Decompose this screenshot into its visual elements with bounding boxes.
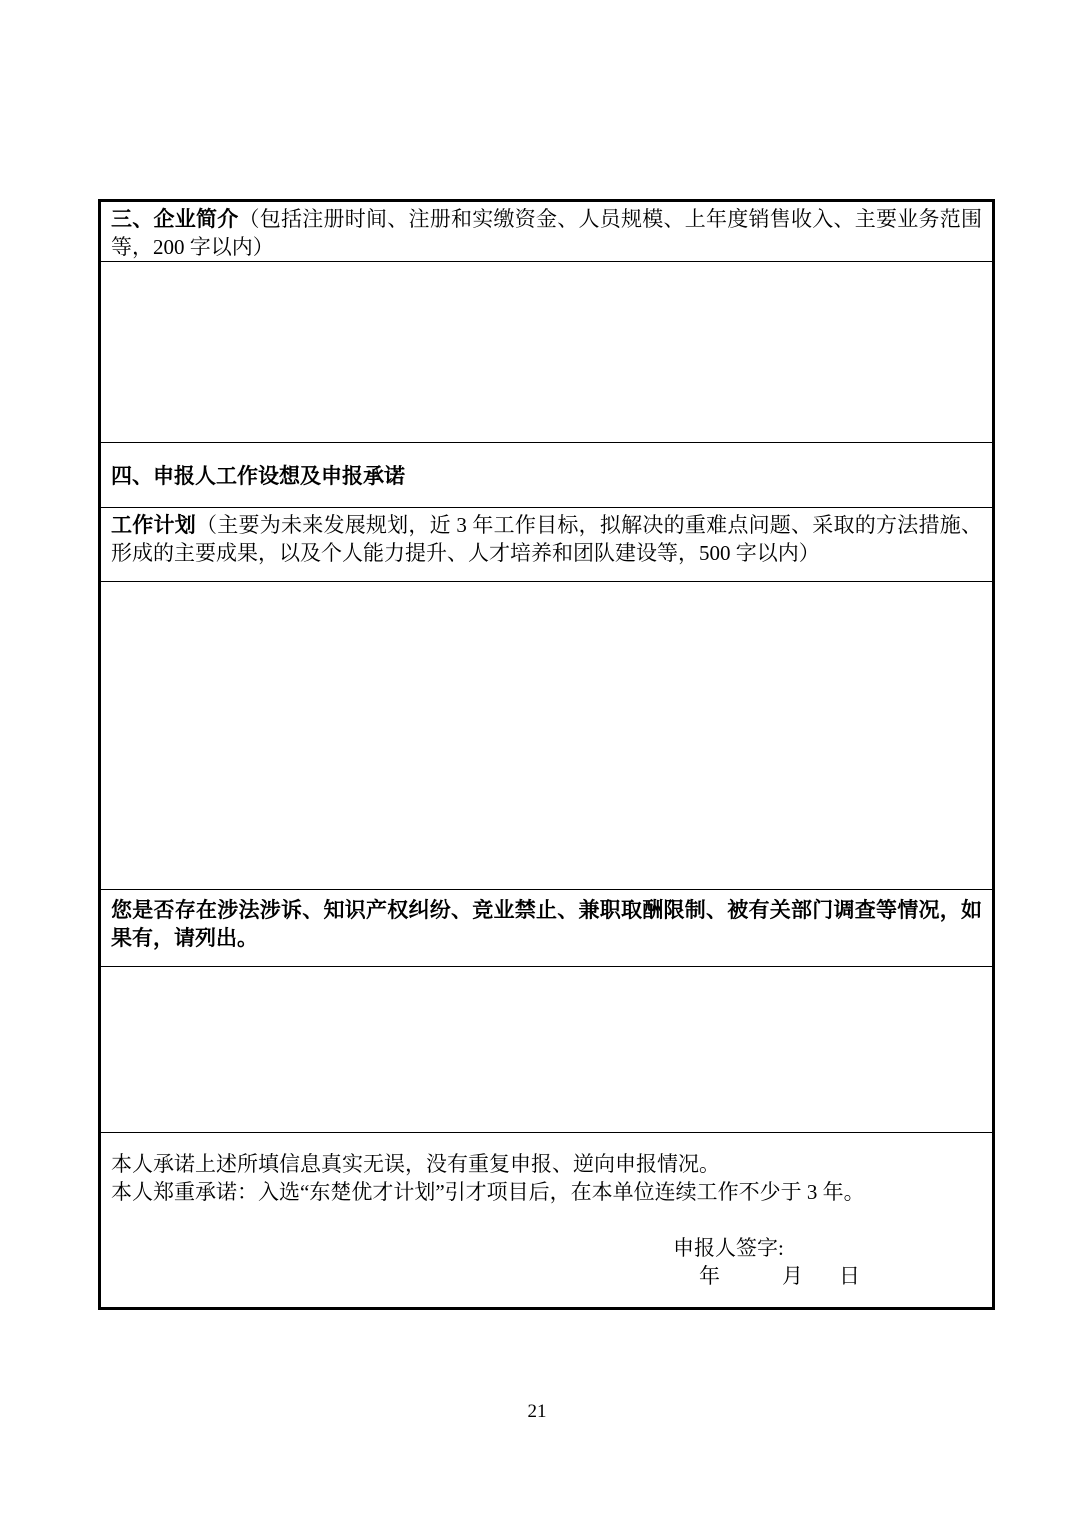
work-plan-hint: （主要为未来发展规划，近 3 年工作目标，拟解决的重难点问题、采取的方法措施、形成的主要成果，以及个人能力提升、人才培养和团队建设等，500 字以内） (111, 513, 983, 565)
company-intro-title: 三、企业简介 (111, 207, 239, 231)
application-form-table (98, 199, 995, 1310)
legal-issues-input[interactable] (101, 967, 992, 1133)
work-plan-input[interactable] (101, 582, 992, 890)
work-plan-title: 工作计划 (111, 513, 196, 537)
page-number: 21 (527, 1401, 547, 1422)
commitment-cell (101, 1133, 992, 1307)
section-four-header-cell (101, 443, 992, 508)
company-intro-header-cell (101, 202, 992, 262)
day-label: 日 (839, 1264, 860, 1288)
signature-line[interactable] (111, 1234, 982, 1262)
month-label: 月 (782, 1264, 803, 1288)
commitment-line1: 本人承诺上述所填信息真实无误，没有重复申报、逆向申报情况。 (111, 1152, 720, 1176)
commitment-line2: 本人郑重承诺：入选“东楚优才计划”引才项目后，在本单位连续工作不少于 3 年。 (111, 1180, 865, 1204)
year-label: 年 (699, 1264, 720, 1288)
signature-label: 申报人签字: (673, 1236, 784, 1260)
section-four-title: 四、申报人工作设想及申报承诺 (111, 464, 405, 488)
company-intro-input[interactable] (101, 262, 992, 443)
legal-issues-question-cell (101, 890, 992, 967)
legal-issues-question: 您是否存在涉法涉诉、知识产权纠纷、竞业禁止、兼职取酬限制、被有关部门调查等情况，如果有，请列出。 (111, 898, 982, 950)
company-intro-hint: （包括注册时间、注册和实缴资金、人员规模、上年度销售收入、主要业务范围等，200 字以内） (111, 207, 982, 259)
work-plan-header-cell (101, 508, 992, 582)
date-line[interactable] (111, 1262, 982, 1290)
